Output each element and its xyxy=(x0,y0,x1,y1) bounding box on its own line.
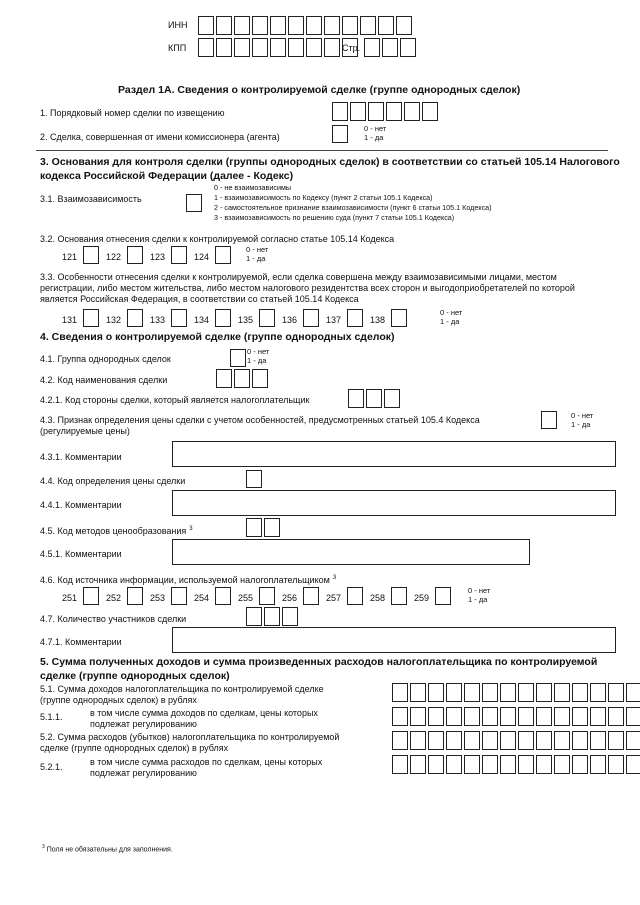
code-135-input[interactable] xyxy=(259,309,275,327)
field-3-1-option-0: 0 - не взаимозависимы xyxy=(214,183,292,192)
code-label: 138 xyxy=(370,315,386,325)
field-5-1-1-number: 5.1.1. xyxy=(40,712,63,722)
field-4-2-input[interactable] xyxy=(216,369,270,388)
field-5-2-label-line1: 5.2. Сумма расходов (убытков) налогоплательщика по контролируемой xyxy=(40,732,340,742)
code-253-input[interactable] xyxy=(171,587,187,605)
field-5-2-1-number: 5.2.1. xyxy=(40,762,63,772)
code-257-input[interactable] xyxy=(347,587,363,605)
yes-option-text: 1 - да xyxy=(468,595,488,604)
code-label: 255 xyxy=(238,593,254,603)
code-label: 131 xyxy=(62,315,78,325)
field-3-3-label-line2: регистрации, либо местом жительства, либо местом налогового резидентства всех сторон и выгодоприобретателей по которой xyxy=(40,283,575,293)
code-138-input[interactable] xyxy=(391,309,407,327)
field-5-1-1-input[interactable] xyxy=(392,707,640,726)
yes-option-text: 1 - да xyxy=(246,254,266,263)
field-4-7-input[interactable] xyxy=(246,607,300,626)
field-4-3-1-label: 4.3.1. Комментарии xyxy=(40,452,122,462)
field-3-2-legend xyxy=(246,245,268,263)
section-5-title-line1: 5. Сумма полученных доходов и сумма произведенных расходов налогоплательщика по контролируемой xyxy=(40,656,598,668)
field-4-7-1-input[interactable] xyxy=(172,627,616,653)
code-122-input[interactable] xyxy=(127,246,143,264)
code-label: 137 xyxy=(326,315,342,325)
field-4-1-input[interactable] xyxy=(230,349,246,367)
field-4-4-input[interactable] xyxy=(246,470,262,488)
field-4-5-label xyxy=(40,524,193,536)
footnote xyxy=(42,842,173,855)
no-option-text: 0 - нет xyxy=(364,124,387,133)
code-259-input[interactable] xyxy=(435,587,451,605)
page-label: Стр. xyxy=(342,43,361,53)
field-5-1-label-line2: (группе однородных сделок) в рублях xyxy=(40,695,197,705)
code-label: 133 xyxy=(150,315,166,325)
field-4-6-label xyxy=(40,573,336,585)
field-4-3-input[interactable] xyxy=(541,411,557,429)
code-label: 135 xyxy=(238,315,254,325)
inn-label: ИНН xyxy=(168,20,188,30)
field-4-6-label-text: 4.6. Код источника информации, используемой налогоплательщиком xyxy=(40,575,330,585)
code-label: 259 xyxy=(414,593,430,603)
yes-option-text: 1 - да xyxy=(247,356,267,365)
field-4-5-label-text: 4.5. Код методов ценообразования xyxy=(40,526,187,536)
footnote-text: Поля не обязательны для заполнения. xyxy=(46,846,173,854)
footnote-mark: 3 xyxy=(332,575,337,581)
field-5-2-1-label-line2: подлежат регулированию xyxy=(90,768,197,778)
field-4-2-label: 4.2. Код наименования сделки xyxy=(40,375,168,385)
code-label: 121 xyxy=(62,252,78,262)
field-5-1-label-line1: 5.1. Сумма доходов налогоплательщика по контролируемой сделке xyxy=(40,684,324,694)
code-124-input[interactable] xyxy=(215,246,231,264)
code-label: 258 xyxy=(370,593,386,603)
field-4-6-legend xyxy=(468,586,490,604)
kpp-field[interactable] xyxy=(198,38,360,57)
field-4-3-1-input[interactable] xyxy=(172,441,616,467)
code-label: 134 xyxy=(194,315,210,325)
field-3-1-input[interactable] xyxy=(186,194,202,212)
code-134-input[interactable] xyxy=(215,309,231,327)
code-label: 254 xyxy=(194,593,210,603)
field-4-7-1-label: 4.7.1. Комментарии xyxy=(40,637,122,647)
no-option-text: 0 - нет xyxy=(440,308,463,317)
code-133-input[interactable] xyxy=(171,309,187,327)
code-252-input[interactable] xyxy=(127,587,143,605)
code-131-input[interactable] xyxy=(83,309,99,327)
field-3-3-label-line3: является Российская Федерация, в соответствии со статьей 105.14 Кодекса xyxy=(40,294,359,304)
section-3-title-line2: кодекса Российской Федерации (далее - Кодекс) xyxy=(40,170,294,182)
code-121-input[interactable] xyxy=(83,246,99,264)
field-5-1-1-label-line1: в том числе сумма доходов по сделкам, цены которых xyxy=(90,708,318,718)
field-5-1-input[interactable] xyxy=(392,683,640,702)
field-4-5-1-label: 4.5.1. Комментарии xyxy=(40,549,122,559)
inn-field[interactable] xyxy=(198,16,414,35)
yes-option-text: 1 - да xyxy=(440,317,460,326)
field-4-1-legend xyxy=(247,347,269,365)
no-option-text: 0 - нет xyxy=(247,347,270,356)
code-label: 122 xyxy=(106,252,122,262)
code-label: 252 xyxy=(106,593,122,603)
section-4-title: 4. Сведения о контролируемой сделке (группе однородных сделок) xyxy=(40,331,395,343)
field-5-2-1-label-line1: в том числе сумма расходов по сделкам, цены которых xyxy=(90,757,323,767)
field-4-3-label-line2: (регулируемые цены) xyxy=(40,426,130,436)
section-3-title-line1: 3. Основания для контроля сделки (группы однородных сделок) в соответствии со статьей 105.14 Налогового xyxy=(40,156,620,168)
code-label: 256 xyxy=(282,593,298,603)
field-4-5-input[interactable] xyxy=(246,518,282,537)
field-4-2-1-input[interactable] xyxy=(348,389,402,408)
field-1-input[interactable] xyxy=(332,102,440,121)
no-option-text: 0 - нет xyxy=(468,586,491,595)
code-137-input[interactable] xyxy=(347,309,363,327)
code-251-input[interactable] xyxy=(83,587,99,605)
field-2-label: 2. Сделка, совершенная от имени комиссионера (агента) xyxy=(40,132,280,142)
code-123-input[interactable] xyxy=(171,246,187,264)
field-4-4-1-input[interactable] xyxy=(172,490,616,516)
field-5-2-input[interactable] xyxy=(392,731,640,750)
code-256-input[interactable] xyxy=(303,587,319,605)
field-1-label: 1. Порядковый номер сделки по извещению xyxy=(40,108,225,118)
code-258-input[interactable] xyxy=(391,587,407,605)
field-5-2-1-input[interactable] xyxy=(392,755,640,774)
field-4-1-label: 4.1. Группа однородных сделок xyxy=(40,354,171,364)
code-label: 253 xyxy=(150,593,166,603)
yes-option-text: 1 - да xyxy=(571,420,591,429)
field-4-2-1-label: 4.2.1. Код стороны сделки, который является налогоплательщик xyxy=(40,395,310,405)
code-label: 124 xyxy=(194,252,210,262)
page-number-field[interactable] xyxy=(364,38,418,57)
divider xyxy=(36,150,608,151)
field-5-1-1-label-line2: подлежат регулированию xyxy=(90,719,197,729)
field-5-2-label-line2: сделке (группе однородных сделок) в рублях xyxy=(40,743,229,753)
field-4-4-1-label: 4.4.1. Комментарии xyxy=(40,500,122,510)
field-4-5-1-input[interactable] xyxy=(172,539,530,565)
field-3-2-label: 3.2. Основания отнесения сделки к контролируемой согласно статье 105.14 Кодекса xyxy=(40,234,395,244)
field-3-1-label: 3.1. Взаимозависимость xyxy=(40,194,142,204)
field-3-3-legend xyxy=(440,308,462,326)
field-4-7-label: 4.7. Количество участников сделки xyxy=(40,614,187,624)
code-label: 251 xyxy=(62,593,78,603)
code-label: 136 xyxy=(282,315,298,325)
field-4-4-label: 4.4. Код определения цены сделки xyxy=(40,476,186,486)
field-3-1-option-3: 3 - взаимозависимость по решению суда (пункт 7 статьи 105.1 Кодекса) xyxy=(214,213,455,222)
section-5-title-line2: сделке (группе однородных сделок) xyxy=(40,670,230,682)
field-4-3-legend xyxy=(571,411,593,429)
field-3-1-option-2: 2 - самостоятельное признание взаимозависимости (пункт 6 статьи 105.1 Кодекса) xyxy=(214,203,492,212)
footnote-mark: 3 xyxy=(189,526,193,532)
code-label: 132 xyxy=(106,315,122,325)
field-3-1-option-1: 1 - взаимозависимость по Кодексу (пункт 2 статьи 105.1 Кодекса) xyxy=(214,193,433,202)
field-2-legend xyxy=(364,124,386,142)
code-254-input[interactable] xyxy=(215,587,231,605)
footnote-mark: 3 xyxy=(42,844,45,850)
no-option-text: 0 - нет xyxy=(571,411,594,420)
code-136-input[interactable] xyxy=(303,309,319,327)
code-label: 123 xyxy=(150,252,166,262)
code-255-input[interactable] xyxy=(259,587,275,605)
code-132-input[interactable] xyxy=(127,309,143,327)
field-4-3-label-line1: 4.3. Признак определения цены сделки с учетом особенностей, предусмотренных статьей 105.4 Кодекса xyxy=(40,415,480,425)
field-3-3-label-line1: 3.3. Особенности отнесения сделки к контролируемой, если сделка совершена между взаимозависимыми лицами, местом xyxy=(40,272,557,282)
code-label: 257 xyxy=(326,593,342,603)
no-option-text: 0 - нет xyxy=(246,245,269,254)
field-2-input[interactable] xyxy=(332,125,348,143)
section-title: Раздел 1А. Сведения о контролируемой сделке (группе однородных сделок) xyxy=(118,84,521,96)
yes-option-text: 1 - да xyxy=(364,133,384,142)
kpp-label: КПП xyxy=(168,43,187,53)
